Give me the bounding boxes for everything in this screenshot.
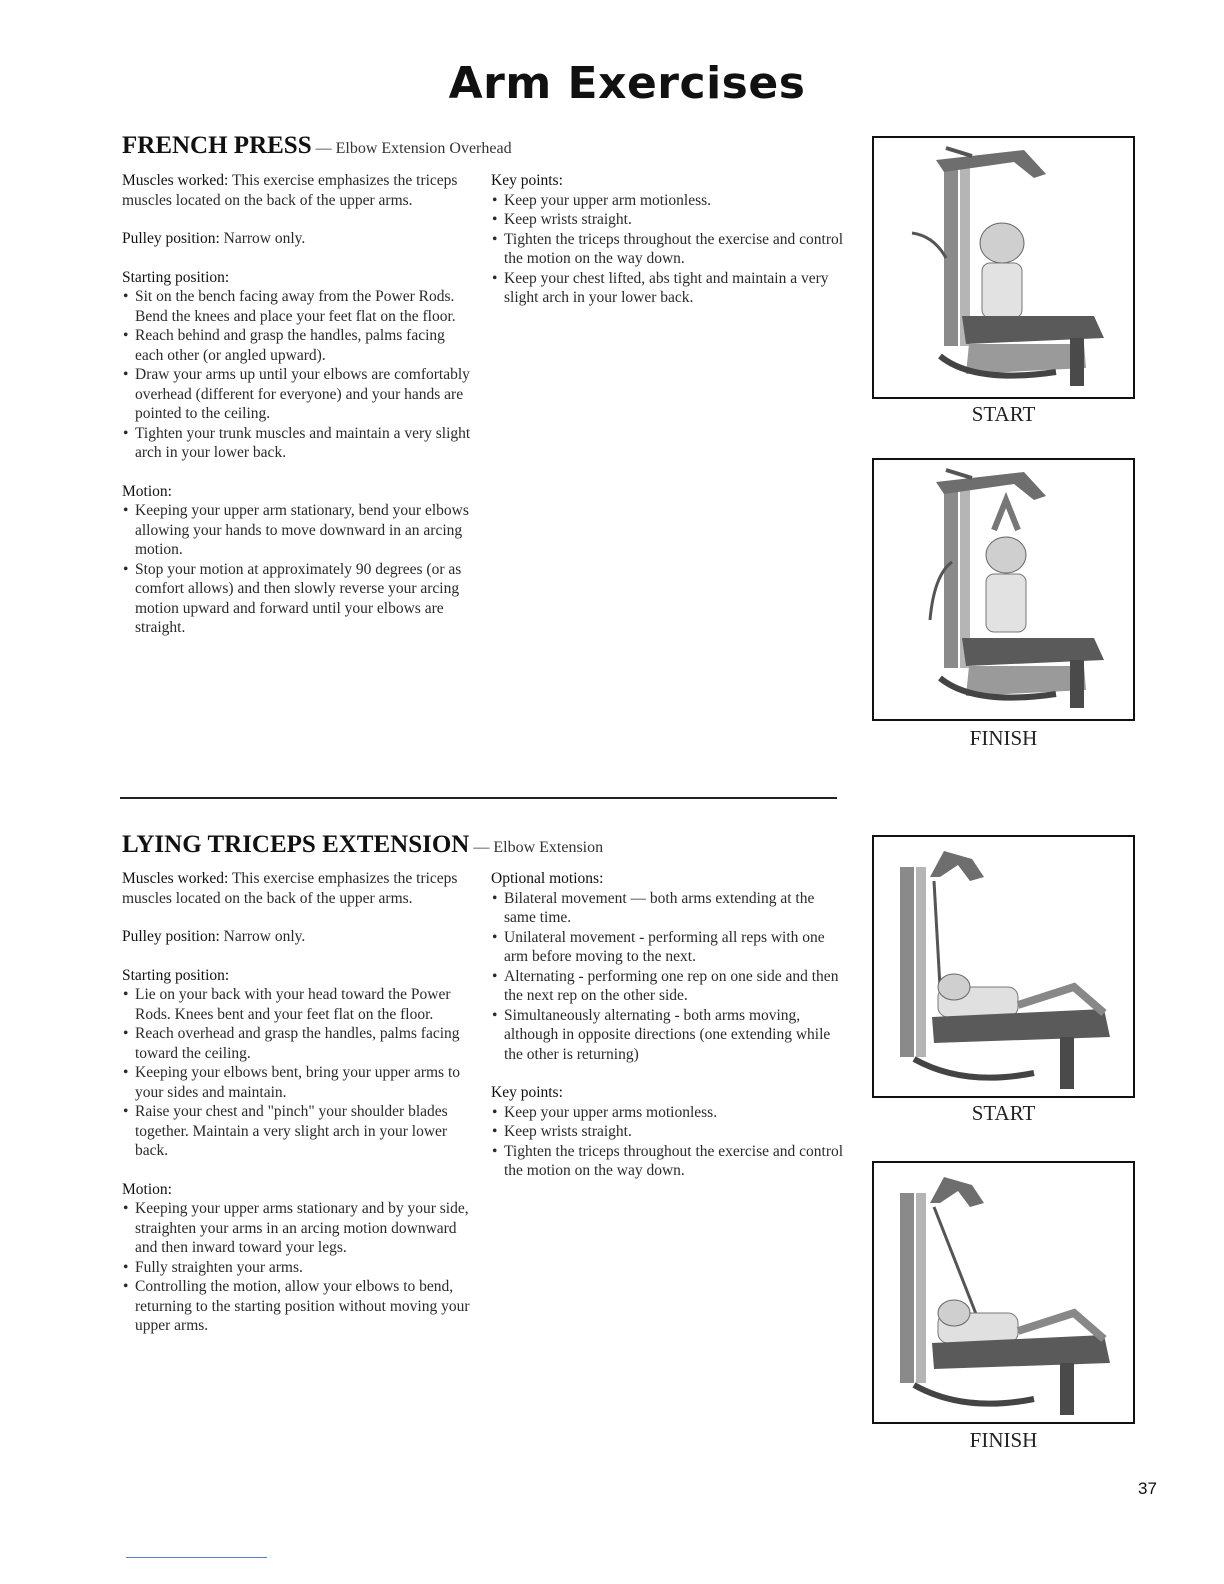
section-divider [120, 797, 837, 799]
list-item: • Raise your chest and "pinch" your shoulder blades together. Maintain a very slight arch in your lower back. [122, 1102, 477, 1161]
lying-triceps-start-caption: START [971, 1101, 1036, 1125]
lying-triceps-finish-image [872, 1161, 1135, 1424]
pulley-position: Pulley position: Narrow only. [122, 928, 306, 945]
lying-triceps-right-column [491, 869, 846, 1200]
list-item: • Keep wrists straight. [491, 1122, 846, 1142]
french-press-heading [122, 132, 512, 160]
list-item: • Stop your motion at approximately 90 degrees (or as comfort allows) and then slowly reverse your arcing motion upward and forward until your elbows are straight. [122, 560, 477, 638]
french-press-right-column [491, 171, 846, 327]
motion: Motion: • Keeping your upper arm stationary, bend your elbows allowing your hands to move downward in an arcing motion. • Stop your motion at approximately 90 degrees (or as comfort allows) and then slowly reverse your arcing motion upward and forward until your elbows are straight. [122, 482, 477, 638]
list-item: • Keep your chest lifted, abs tight and maintain a very slight arch in your lower back. [491, 269, 846, 308]
french-press-title: FRENCH PRESS [122, 132, 312, 159]
list-item: • Draw your arms up until your elbows are comfortably overhead (different for everyone) and your hands are pointed to the ceiling. [122, 365, 477, 424]
lying-triceps-finish-caption: FINISH [969, 1428, 1038, 1452]
machine-lying-illustration [874, 1163, 1133, 1422]
list-item: • Keeping your upper arm stationary, bend your elbows allowing your hands to move downward in an arcing motion. [122, 501, 477, 560]
list-item: • Tighten your trunk muscles and maintain a very slight arch in your lower back. [122, 424, 477, 463]
machine-seated-illustration [874, 138, 1133, 397]
french-press-start-image [872, 136, 1135, 399]
starting-position: Starting position: • Sit on the bench facing away from the Power Rods. Bend the knees and place your feet flat on the floor. • Reach behind and grasp the handles, palms facing each other (or angled upward). • Draw your arms up until your elbows are comfortably overhead (different for everyone) and your hands are pointed to the ceiling. • Tighten your trunk muscles and maintain a very slight arch in your lower back. [122, 268, 477, 463]
list-item: • Keeping your elbows bent, bring your upper arms to your sides and maintain. [122, 1063, 477, 1102]
lying-triceps-start-image [872, 835, 1135, 1098]
list-item: • Keeping your upper arms stationary and by your side, straighten your arms in an arcing motion downward and then inward toward your legs. [122, 1199, 477, 1258]
list-item: • Tighten the triceps throughout the exercise and control the motion on the way down. [491, 1142, 846, 1181]
muscles-worked: Muscles worked: This exercise emphasizes the triceps muscles located on the back of the upper arms. [122, 172, 458, 209]
footer-divider [126, 1557, 267, 1558]
motion: Motion: • Keeping your upper arms stationary and by your side, straighten your arms in an arcing motion downward and then inward toward your legs. • Fully straighten your arms. • Controlling the motion, allow your elbows to bend, returning to the starting position without moving your upper arms. [122, 1180, 477, 1336]
french-press-start-caption: START [971, 402, 1036, 426]
french-press-finish-image [872, 458, 1135, 721]
list-item: • Lie on your back with your head toward the Power Rods. Knees bent and your feet flat on the floor. [122, 985, 477, 1024]
lying-triceps-left-column [122, 869, 477, 1355]
list-item: • Tighten the triceps throughout the exercise and control the motion on the way down. [491, 230, 846, 269]
french-press-finish-caption: FINISH [969, 726, 1038, 750]
lying-triceps-title: LYING TRICEPS EXTENSION [122, 831, 470, 858]
french-press-subtitle: — Elbow Extension Overhead [315, 140, 512, 157]
optional-motions: Optional motions: • Bilateral movement — both arms extending at the same time. • Unilateral movement - performing all reps with one arm before moving to the next. • Alternating - performing one rep on one side and then the next rep on the other side. • Simultaneously alternating - both arms moving, although in opposite directions (one extending while the other is returning) [491, 869, 846, 1064]
key-points: Key points: • Keep your upper arms motionless. • Keep wrists straight. • Tighten the triceps throughout the exercise and control the motion on the way down. [491, 1083, 846, 1181]
muscles-worked: Muscles worked: This exercise emphasizes the triceps muscles located on the back of the upper arms. [122, 870, 458, 907]
list-item: • Sit on the bench facing away from the Power Rods. Bend the knees and place your feet flat on the floor. [122, 287, 477, 326]
list-item: • Keep wrists straight. [491, 210, 846, 230]
key-points: Key points: • Keep your upper arm motionless. • Keep wrists straight. • Tighten the triceps throughout the exercise and control the motion on the way down. • Keep your chest lifted, abs tight and maintain a very slight arch in your lower back. [491, 171, 846, 308]
lying-triceps-heading [122, 831, 603, 859]
page-number: 37 [1138, 1479, 1157, 1498]
list-item: • Unilateral movement - performing all reps with one arm before moving to the next. [491, 928, 846, 967]
list-item: • Simultaneously alternating - both arms moving, although in opposite directions (one extending while the other is returning) [491, 1006, 846, 1065]
list-item: • Keep your upper arms motionless. [491, 1103, 846, 1123]
machine-seated-illustration [874, 460, 1133, 719]
list-item: • Fully straighten your arms. [122, 1258, 477, 1278]
list-item: • Reach overhead and grasp the handles, palms facing toward the ceiling. [122, 1024, 477, 1063]
french-press-left-column [122, 171, 477, 657]
list-item: • Alternating - performing one rep on one side and then the next rep on the other side. [491, 967, 846, 1006]
list-item: • Controlling the motion, allow your elbows to bend, returning to the starting position without moving your upper arms. [122, 1277, 477, 1336]
starting-position: Starting position: • Lie on your back with your head toward the Power Rods. Knees bent and your feet flat on the floor. • Reach overhead and grasp the handles, palms facing toward the ceiling. • Keeping your elbows bent, bring your upper arms to your sides and maintain. • Raise your chest and "pinch" your shoulder blades together. Maintain a very slight arch in your lower back. [122, 966, 477, 1161]
lying-triceps-subtitle: — Elbow Extension [473, 839, 604, 856]
list-item: • Keep your upper arm motionless. [491, 191, 846, 211]
list-item: • Reach behind and grasp the handles, palms facing each other (or angled upward). [122, 326, 477, 365]
pulley-position: Pulley position: Narrow only. [122, 230, 306, 247]
list-item: • Bilateral movement — both arms extending at the same time. [491, 889, 846, 928]
page-title: Arm Exercises [448, 58, 806, 109]
machine-lying-illustration [874, 837, 1133, 1096]
